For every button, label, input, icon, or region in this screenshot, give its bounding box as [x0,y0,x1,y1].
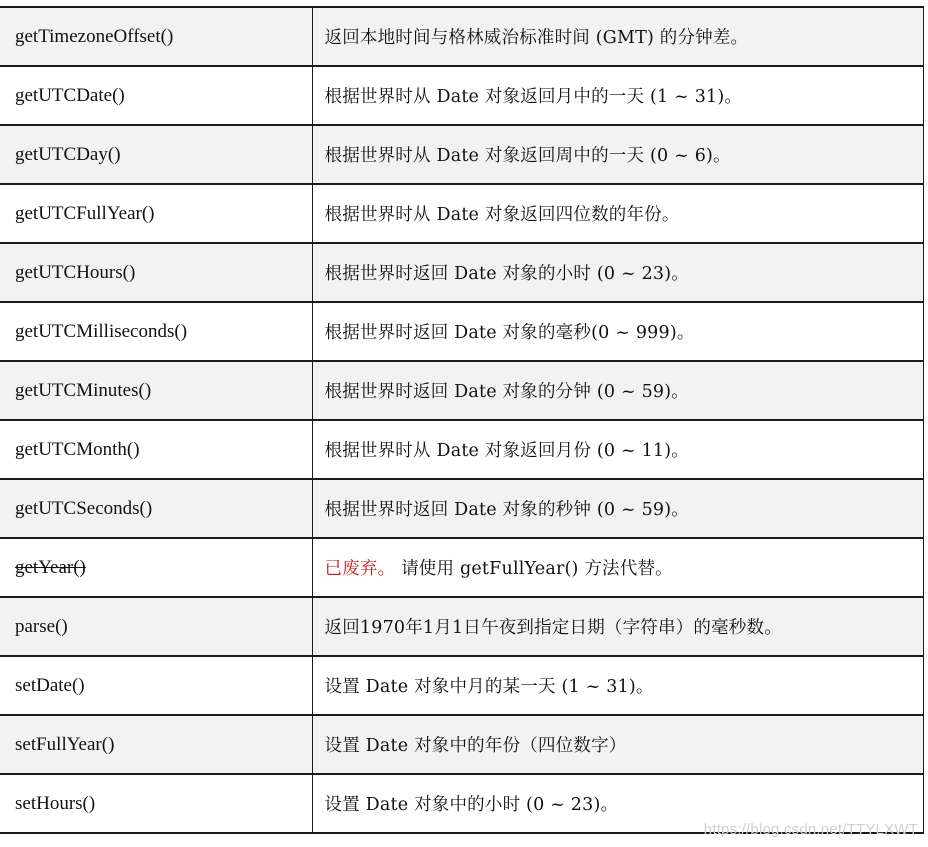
deprecated-label: 已废弃。 [324,559,396,579]
method-description: 根据世界时从 Date 对象返回周中的一天 (0 ~ 6)。 [312,125,923,184]
method-name: parse() [0,597,312,656]
method-description [312,538,923,597]
method-description: 返回1970年1月1日午夜到指定日期（字符串）的毫秒数。 [312,597,923,656]
method-name: setDate() [0,656,312,715]
table-row [0,361,923,420]
method-description: 根据世界时从 Date 对象返回四位数的年份。 [312,184,923,243]
method-name: getUTCMilliseconds() [0,302,312,361]
table-row [0,715,923,774]
method-name: getTimezoneOffset() [0,7,312,66]
method-description: 根据世界时返回 Date 对象的毫秒(0 ~ 999)。 [312,302,923,361]
strikethrough-method-name: getYear() [15,556,86,578]
method-description: 根据世界时返回 Date 对象的分钟 (0 ~ 59)。 [312,361,923,420]
method-name: setHours() [0,774,312,833]
method-description: 根据世界时从 Date 对象返回月中的一天 (1 ~ 31)。 [312,66,923,125]
method-description: 设置 Date 对象中的年份（四位数字） [312,715,923,774]
method-name: getUTCDay() [0,125,312,184]
table-row [0,66,923,125]
method-description: 根据世界时从 Date 对象返回月份 (0 ~ 11)。 [312,420,923,479]
table-row [0,597,923,656]
table-row [0,7,923,66]
method-name: getUTCHours() [0,243,312,302]
method-name: getUTCSeconds() [0,479,312,538]
table-row [0,125,923,184]
method-name: getUTCFullYear() [0,184,312,243]
table-row [0,302,923,361]
method-description: 设置 Date 对象中月的某一天 (1 ~ 31)。 [312,656,923,715]
watermark-url: https://blog.csdn.net/TTYLXWT [703,821,918,838]
method-name: getUTCDate() [0,66,312,125]
table-row [0,420,923,479]
table-row [0,479,923,538]
deprecated-note: 请使用 getFullYear() 方法代替。 [395,559,673,579]
table-row [0,184,923,243]
method-description: 根据世界时返回 Date 对象的秒钟 (0 ~ 59)。 [312,479,923,538]
method-name: getUTCMinutes() [0,361,312,420]
table-row-deprecated [0,538,923,597]
table-row [0,656,923,715]
date-methods-table [0,6,924,834]
method-name-deprecated [0,538,312,597]
method-description: 根据世界时返回 Date 对象的小时 (0 ~ 23)。 [312,243,923,302]
method-name: getUTCMonth() [0,420,312,479]
method-description: 返回本地时间与格林威治标准时间 (GMT) 的分钟差。 [312,7,923,66]
table-row [0,243,923,302]
method-description: 设置 Date 对象中的小时 (0 ~ 23)。 [312,774,923,833]
method-name: setFullYear() [0,715,312,774]
